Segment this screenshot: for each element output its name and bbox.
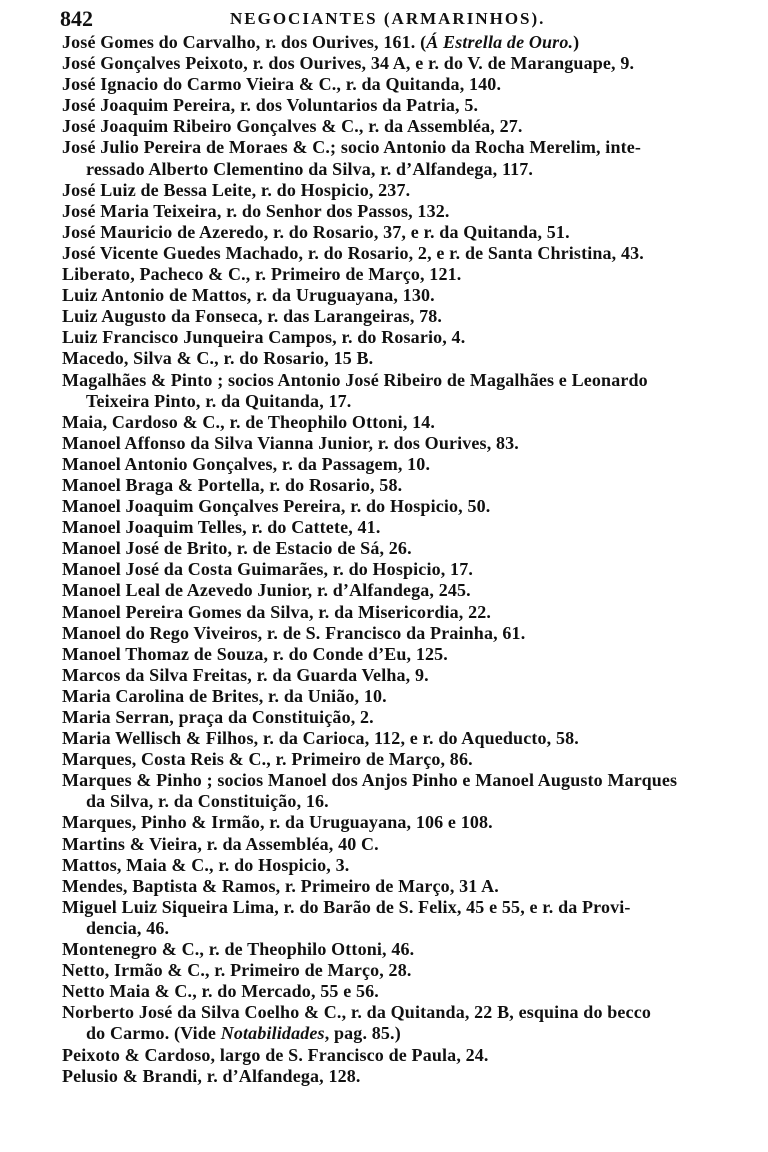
directory-entry [62,834,762,855]
directory-entry [62,264,762,285]
directory-entry [62,454,762,475]
directory-entry [62,1045,762,1066]
entry-line: Mattos, Maia & C., r. do Hospicio, 3. [62,854,350,875]
entry-continuation-line: dencia, 46. [86,917,170,938]
directory-entry [62,433,762,454]
entry-line: Pelusio & Brandi, r. d’Alfandega, 128. [62,1065,361,1086]
directory-entry [62,644,762,665]
directory-entry [62,222,762,243]
entry-line: José Maria Teixeira, r. do Senhor dos Passos, 132. [62,200,450,221]
directory-entry [62,74,762,95]
entry-line: José Joaquim Ribeiro Gonçalves & C., r. da Assembléa, 27. [62,116,523,137]
entry-line: Netto Maia & C., r. do Mercado, 55 e 56. [62,981,379,1002]
entry-line: Manoel Antonio Gonçalves, r. da Passagem, 10. [62,453,431,474]
directory-entry [62,897,762,939]
directory-entry [62,1066,762,1087]
italic-text: Á Estrella de Ouro. [426,32,574,52]
directory-entry [62,116,762,137]
text-segment: ) [573,32,580,52]
running-title: NEGOCIANTES (ARMARINHOS). [230,9,546,28]
directory-entry [62,517,762,538]
directory-entry [62,686,762,707]
entry-line: Maria Serran, praça da Constituição, 2. [62,707,374,727]
directory-entry [62,496,762,517]
directory-entry [62,285,762,306]
directory-entry [62,855,762,876]
directory-entry [62,306,762,327]
entry-line: Norberto José da Silva Coelho & C., r. da Quitanda, 22 B, esquina do becco [62,1002,651,1023]
entry-line: Luiz Antonio de Mattos, r. da Uruguayana, 130. [62,285,435,306]
directory-entry [62,580,762,601]
entry-line: Peixoto & Cardoso, largo de S. Francisco de Paula, 24. [62,1044,489,1065]
entry-line: Maria Wellisch & Filhos, r. da Carioca, 112, e r. do Aqueducto, 58. [62,728,579,749]
italic-text: Notabilidades [220,1023,325,1044]
entry-line: Maria Carolina de Brites, r. da União, 10. [62,685,387,706]
directory-entry [62,770,762,812]
entry-continuation-line: Teixeira Pinto, r. da Quitanda, 17. [86,390,352,411]
entry-line: Luiz Augusto da Fonseca, r. das Larangeiras, 78. [62,306,443,327]
entry-line: Marques, Pinho & Irmão, r. da Uruguayana, 106 e 108. [62,812,493,833]
directory-entry [62,327,762,348]
directory-entries [62,32,762,1087]
entry-line: Montenegro & C., r. de Theophilo Ottoni, 46. [62,939,415,960]
entry-line: Marques, Costa Reis & C., r. Primeiro de Março, 86. [62,749,473,770]
entry-line: José Gonçalves Peixoto, r. dos Ourives, 34 A, e r. do V. de Maranguape, 9. [62,53,635,74]
entry-line: José Luiz de Bessa Leite, r. do Hospicio, 237. [62,179,411,200]
entry-line: Manoel José da Costa Guimarães, r. do Hospicio, 17. [62,559,473,580]
entry-line: Manoel Joaquim Telles, r. do Cattete, 41. [62,517,381,538]
directory-entry [62,137,762,179]
entry-line: Netto, Irmão & C., r. Primeiro de Março, 28. [62,960,412,981]
directory-entry [62,749,762,770]
text-segment: , pag. 85.) [324,1023,401,1044]
entry-line: Macedo, Silva & C., r. do Rosario, 15 B. [62,348,374,369]
directory-entry [62,1002,762,1044]
entry-line: Miguel Luiz Siqueira Lima, r. do Barão de S. Felix, 45 e 55, e r. da Provi- [62,896,631,917]
directory-entry [62,812,762,833]
entry-line: Manoel Joaquim Gonçalves Pereira, r. do Hospicio, 50. [62,496,491,517]
directory-entry [62,559,762,580]
entry-line: Maia, Cardoso & C., r. de Theophilo Ottoni, 14. [62,411,436,432]
entry-line: Marcos da Silva Freitas, r. da Guarda Velha, 9. [62,664,429,685]
directory-entry [62,728,762,749]
entry-continuation-line: da Silva, r. da Constituição, 16. [86,791,329,812]
entry-line: Luiz Francisco Junqueira Campos, r. do Rosario, 4. [62,327,466,348]
entry-line: Marques & Pinho ; socios Manoel dos Anjos Pinho e Manoel Augusto Marques [62,770,678,791]
entry-line: José Julio Pereira de Moraes & C.; socio Antonio da Rocha Merelim, inte- [62,137,642,158]
entry-line: José Ignacio do Carmo Vieira & C., r. da Quitanda, 140. [62,74,502,95]
entry-line: Manoel José de Brito, r. de Estacio de Sá, 26. [62,538,412,559]
entry-line: Manoel Affonso da Silva Vianna Junior, r. dos Ourives, 83. [62,432,519,453]
entry-continuation-line: ressado Alberto Clementino da Silva, r. d’Alfandega, 117. [86,158,534,179]
directory-entry [62,538,762,559]
directory-entry [62,348,762,369]
entry-line: José Mauricio de Azeredo, r. do Rosario, 37, e r. da Quitanda, 51. [62,221,570,242]
page-header [60,6,760,30]
text-segment: José Gomes do Carvalho, r. dos Ourives, 161. ( [62,32,427,52]
directory-entry [62,623,762,644]
text-segment: do Carmo. (Vide [86,1023,221,1044]
entry-line: José Joaquim Pereira, r. dos Voluntarios da Patria, 5. [62,95,479,116]
directory-entry [62,201,762,222]
directory-entry [62,475,762,496]
directory-entry [62,602,762,623]
entry-line: Martins & Vieira, r. da Assembléa, 40 C. [62,833,379,854]
directory-entry [62,665,762,686]
directory-entry [62,939,762,960]
directory-entry [62,95,762,116]
directory-entry [62,981,762,1002]
entry-line: Manoel Braga & Portella, r. do Rosario, 58. [62,474,403,495]
directory-entry [62,412,762,433]
entry-line: José Vicente Guedes Machado, r. do Rosario, 2, e r. de Santa Christina, 43. [62,242,644,263]
entry-line: Manoel Thomaz de Souza, r. do Conde d’Eu, 125. [62,643,448,664]
entry-line: Manoel Leal de Azevedo Junior, r. d’Alfandega, 245. [62,580,471,601]
directory-entry [62,960,762,981]
entry-line [62,32,762,53]
directory-entry [62,32,762,53]
entry-continuation-line [62,1023,762,1044]
directory-entry [62,370,762,412]
entry-line: Magalhães & Pinto ; socios Antonio José Ribeiro de Magalhães e Leonardo [62,369,648,390]
directory-entry [62,876,762,897]
directory-entry [62,53,762,74]
entry-line: Manoel do Rego Viveiros, r. de S. Francisco da Prainha, 61. [62,622,526,643]
page-number: 842 [60,6,93,31]
entry-line: Liberato, Pacheco & C., r. Primeiro de Março, 121. [62,264,462,285]
directory-entry [62,707,762,728]
entry-line: Mendes, Baptista & Ramos, r. Primeiro de Março, 31 A. [62,875,499,896]
directory-entry [62,243,762,264]
directory-entry [62,180,762,201]
entry-line: Manoel Pereira Gomes da Silva, r. da Misericordia, 22. [62,601,492,622]
